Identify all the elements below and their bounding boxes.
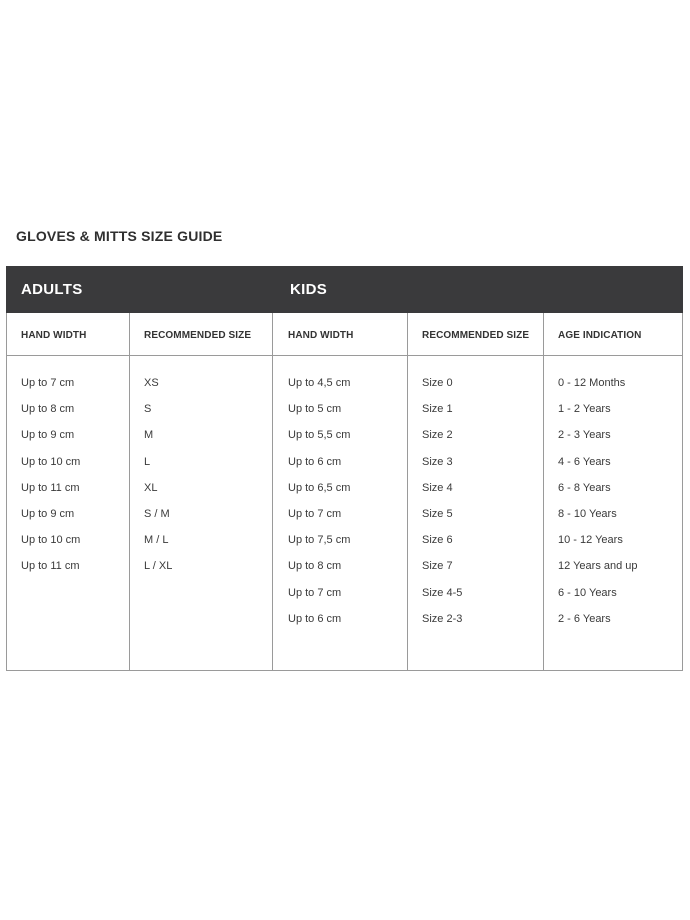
- table-cell: Up to 6 cm: [288, 612, 342, 625]
- table-cell: 2 - 3 Years: [558, 429, 611, 442]
- column-kids-hand-width: [288, 377, 350, 639]
- column-header-age-indication: AGE INDICATION: [558, 330, 642, 341]
- table-cell: Up to 10 cm: [21, 455, 81, 468]
- table-cell: Up to 5 cm: [288, 403, 342, 416]
- column-header-adult-hand-width: HAND WIDTH: [21, 330, 87, 341]
- table-cell: XL: [144, 481, 158, 494]
- table-cell: S / M: [144, 507, 170, 520]
- table-cell: Up to 11 cm: [21, 560, 80, 573]
- column-divider: [129, 313, 130, 670]
- table-cell: L / XL: [144, 560, 173, 573]
- table-cell: 0 - 12 Months: [558, 377, 626, 389]
- column-header-kids-recommended-size: RECOMMENDED SIZE: [422, 330, 530, 341]
- table-cell: XS: [144, 377, 159, 389]
- table-cell: Up to 4,5 cm: [288, 377, 351, 389]
- table-cell: Up to 7 cm: [21, 377, 75, 389]
- table-cell: Size 3: [422, 455, 453, 468]
- table-cell: Up to 9 cm: [21, 507, 75, 520]
- table-cell: Size 0: [422, 377, 453, 389]
- column-kids-recommended-size: [422, 377, 462, 639]
- table-cell: Up to 8 cm: [288, 560, 342, 573]
- table-cell: Up to 7,5 cm: [288, 534, 351, 547]
- column-divider: [407, 313, 408, 670]
- table-cell: 4 - 6 Years: [558, 455, 611, 468]
- table-cell: 10 - 12 Years: [558, 534, 623, 547]
- size-guide-table: [6, 266, 683, 671]
- column-age-indication: [558, 377, 638, 639]
- table-cell: S: [144, 403, 152, 416]
- header-divider: [7, 355, 682, 356]
- table-cell: 6 - 8 Years: [558, 481, 611, 494]
- page-title: GLOVES & MITTS SIZE GUIDE: [16, 228, 223, 244]
- table-cell: 6 - 10 Years: [558, 586, 617, 599]
- table-cell: Size 2-3: [422, 612, 463, 625]
- table-cell: 8 - 10 Years: [558, 507, 617, 520]
- group-divider: [272, 313, 273, 670]
- group-title-adults: ADULTS: [21, 281, 83, 298]
- column-divider: [543, 313, 544, 670]
- table-cell: Up to 6 cm: [288, 455, 342, 468]
- table-cell: Up to 11 cm: [21, 481, 80, 494]
- column-header-adult-recommended-size: RECOMMENDED SIZE: [144, 330, 252, 341]
- column-header-kids-hand-width: HAND WIDTH: [288, 330, 354, 341]
- table-cell: 1 - 2 Years: [558, 403, 611, 416]
- table-cell: 2 - 6 Years: [558, 612, 611, 625]
- table-cell: Up to 7 cm: [288, 586, 342, 599]
- table-cell: Size 7: [422, 560, 453, 573]
- group-title-kids: KIDS: [290, 281, 328, 298]
- table-cell: Size 4-5: [422, 586, 463, 599]
- column-adult-recommended-size: [144, 377, 172, 587]
- table-cell: Size 6: [422, 534, 453, 547]
- table-cell: Up to 6,5 cm: [288, 481, 351, 494]
- table-cell: Size 2: [422, 429, 453, 442]
- table-cell: Size 4: [422, 481, 453, 494]
- table-cell: Up to 7 cm: [288, 507, 342, 520]
- table-cell: Up to 9 cm: [21, 429, 75, 442]
- table-cell: 12 Years and up: [558, 560, 638, 573]
- table-cell: L: [144, 455, 151, 468]
- table-cell: Up to 10 cm: [21, 534, 81, 547]
- table-cell: M: [144, 429, 154, 442]
- table-cell: Size 5: [422, 507, 453, 520]
- table-cell: Up to 8 cm: [21, 403, 75, 416]
- group-header-band: [6, 266, 683, 313]
- table-cell: M / L: [144, 534, 169, 547]
- table-cell: Size 1: [422, 403, 453, 416]
- table-cell: Up to 5,5 cm: [288, 429, 351, 442]
- column-adult-hand-width: [21, 377, 80, 587]
